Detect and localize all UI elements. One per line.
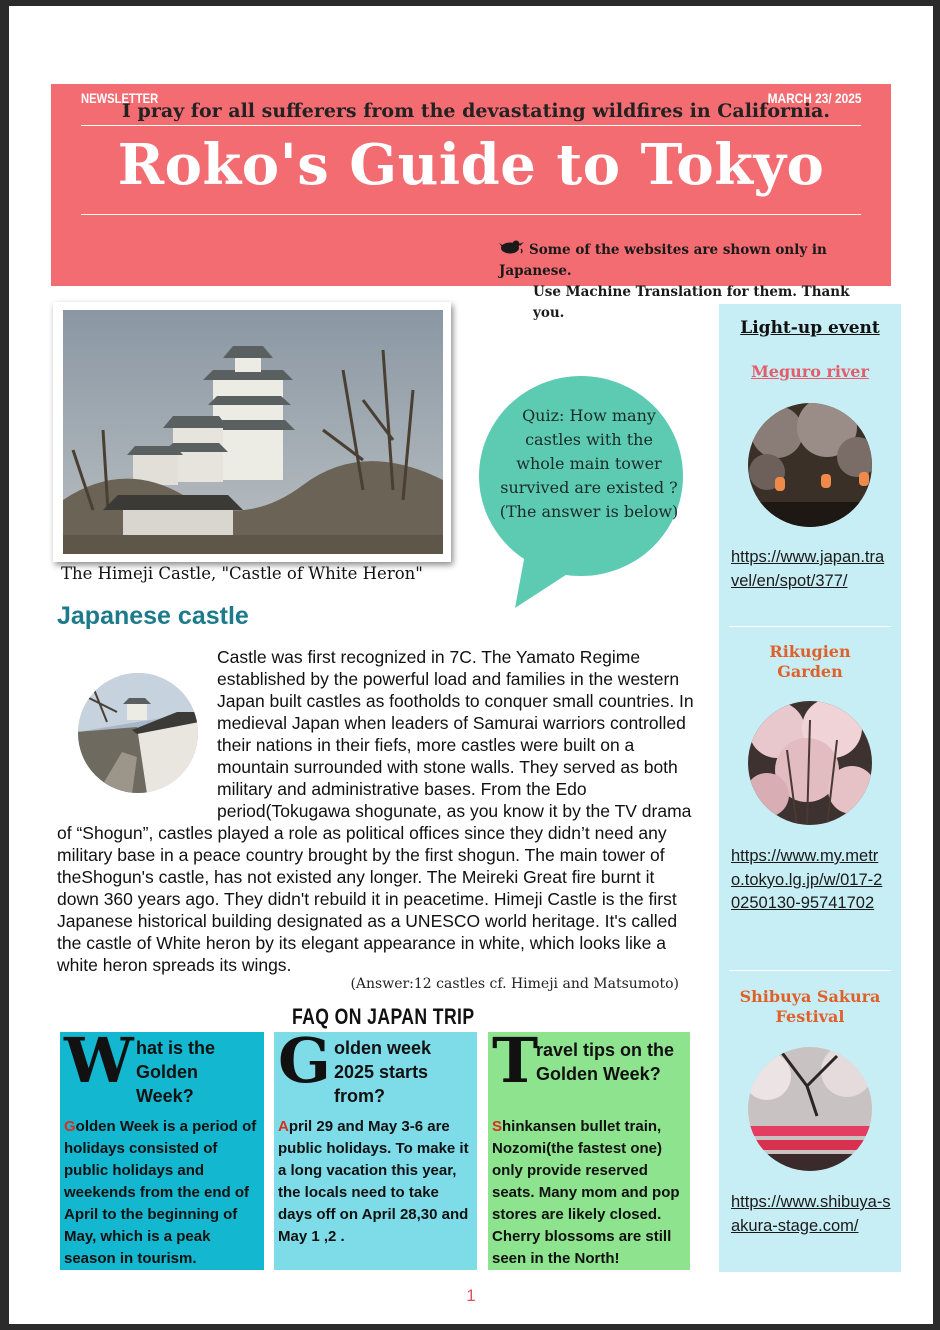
shibuya-sakura-image (747, 1046, 873, 1172)
castle-path-thumbnail (77, 672, 199, 794)
faq-question: ravel tips on the Golden Week? (536, 1040, 675, 1084)
drop-cap: W (64, 1024, 134, 1097)
faq-question: olden week 2025 starts from? (334, 1038, 432, 1106)
quiz-text: Quiz: How many castles with the whole main tower survived are existed ? (The answer is below) (499, 406, 679, 521)
rikugien-garden-image (747, 700, 873, 826)
divider (81, 125, 861, 126)
article-body: Castle was first recognized in 7C. The Yamato Regime established by the powerful load and families in the western Japan built castles as footholds to conquer small countries. In medieval Japan when leaders of Samurai warriors controlled their nations in their fiefs, more castles were built on a mountain surrounded with stone walls. They served as both military and administrative bases. From the Edo period(Tokugawa shogunate, as you know it by the TV drama of “Shogun”, castles played a role as political offices since they didn’t need any military base in a peace country brought by the first shogun. The main tower of theShogun's castle, has not existed any longer. The Meireki Great fire burnt it down 360 years ago. They didn't rebuild it in peacetime. Himeji Castle is the first Japanese historical building designated as a UNESCO world heritage. It's called the castle of White heron by its elegant appearance in white, which looks like a white heron spreads its wings. (57, 647, 694, 975)
faq-card-travel-tips (488, 1024, 690, 1270)
event-rikugien-garden[interactable]: Rikugien Garden (769, 642, 851, 681)
bird-icon (499, 238, 529, 261)
faq-answer: Golden Week is a period of holidays consisted of public holidays and weekends from the end of April to the beginning of May, which is a peak season in tourism. (64, 1118, 257, 1267)
quiz-answer: (Answer:12 castles cf. Himeji and Matsumoto) (350, 976, 679, 992)
light-up-sidebar (719, 304, 901, 1272)
article-title: Japanese castle (57, 602, 249, 630)
rikugien-garden-link[interactable]: https://www.my.metro.tokyo.lg.jp/w/017-20250130-95741702 (731, 847, 883, 912)
drop-cap: T (492, 1024, 539, 1097)
page-number: 1 (466, 1286, 476, 1305)
photo-caption: The Himeji Castle, "Castle of White Heron" (61, 564, 423, 583)
drop-cap: G (278, 1024, 331, 1097)
meguro-river-image (747, 402, 873, 528)
divider (81, 214, 861, 215)
shibuya-sakura-link[interactable]: https://www.shibuya-sakura-stage.com/ (731, 1193, 891, 1235)
issue-date: MARCH 23/ 2025 (767, 90, 861, 106)
himeji-castle-image (63, 310, 443, 554)
newsletter-page (9, 6, 933, 1324)
prayer-message: I pray for all sufferers from the devastating wildfires in California. (122, 100, 830, 122)
castle-photo-frame (53, 302, 451, 562)
meguro-river-link[interactable]: https://www.japan.travel/en/spot/377/ (731, 548, 885, 590)
faq-card-golden-week (60, 1024, 264, 1270)
header-banner (51, 84, 891, 321)
faq-answer: April 29 and May 3-6 are public holidays. To make it a long vacation this year, the locals need to take days off on April 28,30 and May 1 ,2 . (278, 1118, 469, 1245)
faq-answer: Shinkansen bullet train, Nozomi(the fastest one) only provide reserved seats. Many mom and pop stores are likely closed. Cherry blossoms are still seen in the North! (492, 1118, 680, 1267)
note-line-1: Some of the websites are shown only in Japanese. (499, 242, 827, 279)
newsletter-tag: NEWSLETTER (81, 90, 159, 106)
page-title: Roko's Guide to Tokyo (117, 132, 825, 198)
faq-question: hat is the Golden Week? (136, 1038, 216, 1106)
faq-title: FAQ ON JAPAN TRIP (292, 1004, 475, 1029)
faq-card-dates (274, 1024, 477, 1270)
event-meguro-river[interactable]: Meguro river (751, 362, 869, 381)
sidebar-title: Light-up event (740, 318, 880, 338)
note-line-2: Use Machine Translation for them. Thank you. (533, 284, 850, 321)
event-shibuya-sakura[interactable]: Shibuya Sakura Festival (739, 987, 881, 1026)
